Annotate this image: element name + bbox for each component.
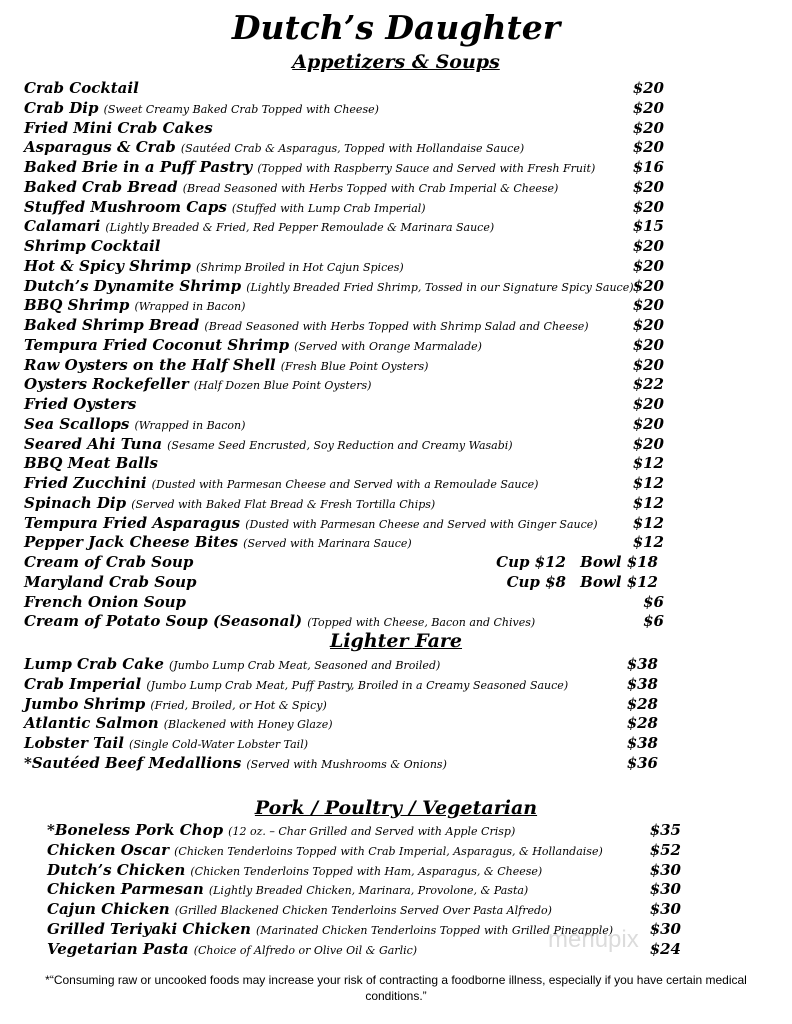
menu-item-description: (Sautéed Crab & Asparagus, Topped with Hollandaise Sauce)	[180, 142, 525, 155]
menu-item-description: (Served with Orange Marmalade)	[294, 340, 482, 353]
menu-item-name: French Onion Soup	[24, 593, 187, 611]
watermark: menupix	[548, 926, 639, 953]
menu-item-price: $30	[649, 880, 681, 898]
menu-item-price: $12	[632, 454, 664, 472]
menu-item-name: Fried Mini Crab Cakes	[24, 119, 213, 137]
menu-item-price: $20	[632, 198, 664, 216]
menu-item-description: (Lightly Breaded & Fried, Red Pepper Remoulade & Marinara Sauce)	[105, 221, 495, 234]
menu-item	[24, 78, 792, 98]
menu-item	[24, 335, 792, 355]
menu-item-price: $12	[632, 533, 664, 551]
menu-item-name: Grilled Teriyaki Chicken	[47, 920, 251, 938]
menu-item-price: $30	[649, 920, 681, 938]
menu-item	[47, 919, 792, 939]
menu-item-price: $6	[643, 593, 664, 611]
menu-item-name: Sea Scallops	[24, 415, 130, 433]
menu-item	[24, 532, 792, 552]
menu-item-name: Stuffed Mushroom Caps	[24, 198, 227, 216]
menu-item	[24, 177, 792, 197]
menu-item	[47, 820, 792, 840]
menu-item-name: Crab Dip	[24, 99, 99, 117]
menu-item-price: $38	[626, 655, 658, 673]
menu-item	[24, 611, 792, 631]
menu-item-price: $20	[632, 237, 664, 255]
menu-item-name: *Sautéed Beef Medallions	[24, 754, 242, 772]
menu-item-price: $20	[632, 435, 664, 453]
menu-item-name: Jumbo Shrimp	[24, 695, 146, 713]
menu-item-description: (Sesame Seed Encrusted, Soy Reduction and Creamy Wasabi)	[167, 439, 513, 452]
menu-item-price: $20	[632, 296, 664, 314]
menu-item-price: $20	[632, 336, 664, 354]
menu-item-name: Dutch’s Chicken	[47, 861, 186, 879]
menu-item-name: Cream of Potato Soup (Seasonal)	[24, 612, 303, 630]
menu-item-name: Lobster Tail	[24, 734, 124, 752]
menu-item	[24, 414, 792, 434]
menu-item-price: $38	[626, 734, 658, 752]
menu-item-name: Oysters Rockefeller	[24, 375, 189, 393]
menu-item	[24, 197, 792, 217]
menu-item-name: Fried Oysters	[24, 395, 137, 413]
menu-item-name: Lump Crab Cake	[24, 655, 164, 673]
menu-item-name: Baked Crab Bread	[24, 178, 178, 196]
menu-item-price: $35	[649, 821, 681, 839]
menu-item-description: (Marinated Chicken Tenderloins Topped with Grilled Pineapple)	[256, 924, 614, 937]
menu-item-bowl-price: Bowl $18	[580, 553, 658, 571]
menu-item-name: Seared Ahi Tuna	[24, 435, 163, 453]
menu-item-name: Baked Shrimp Bread	[24, 316, 200, 334]
menu-item-description: (Fresh Blue Point Oysters)	[280, 360, 429, 373]
menu-item-price: $30	[649, 900, 681, 918]
menu-item-name: Tempura Fried Asparagus	[24, 514, 241, 532]
menu-item-description: (Chicken Tenderloins Topped with Ham, Asparagus, & Cheese)	[190, 865, 543, 878]
menu-item-name: Calamari	[24, 217, 101, 235]
menu-item-price: $12	[632, 494, 664, 512]
menu-item-price: $20	[632, 277, 664, 295]
menu-item-description: (Sweet Creamy Baked Crab Topped with Cheese)	[103, 103, 379, 116]
menu-item-price: $36	[626, 754, 658, 772]
menu-item-price: $20	[632, 257, 664, 275]
menu-item	[24, 315, 792, 335]
menu-item	[24, 276, 792, 296]
menu-item-name: Vegetarian Pasta	[47, 940, 189, 958]
menu-item	[24, 674, 792, 694]
menu-item-description: (Half Dozen Blue Point Oysters)	[193, 379, 372, 392]
menu-item-description: (Dusted with Parmesan Cheese and Served with Ginger Sauce)	[245, 518, 598, 531]
menu-item-name: Hot & Spicy Shrimp	[24, 257, 191, 275]
menu-item-name: Dutch’s Dynamite Shrimp	[24, 277, 242, 295]
menu-item	[24, 493, 792, 513]
menu-item	[24, 295, 792, 315]
menu-item	[24, 137, 792, 157]
menu-item-description: (Wrapped in Bacon)	[134, 300, 246, 313]
menu-item-name: Cream of Crab Soup	[24, 553, 194, 571]
menu-item-name: *Boneless Pork Chop	[47, 821, 224, 839]
menu-item-description: (Grilled Blackened Chicken Tenderloins Served Over Pasta Alfredo)	[174, 904, 552, 917]
menu-item-description: (Fried, Broiled, or Hot & Spicy)	[150, 699, 327, 712]
section-heading-appetizers: Appetizers & Soups	[292, 51, 500, 73]
menu-item-name: Pepper Jack Cheese Bites	[24, 533, 239, 551]
menu-item	[24, 374, 792, 394]
section-heading-pork-poultry-vegetarian: Pork / Poultry / Vegetarian	[254, 797, 538, 819]
menu-item-name: Tempura Fried Coconut Shrimp	[24, 336, 290, 354]
menu-item-description: (Served with Mushrooms & Onions)	[246, 758, 447, 771]
menu-item	[24, 98, 792, 118]
menu-item-price: $28	[626, 695, 658, 713]
menu-item-name: Crab Cocktail	[24, 79, 139, 97]
menu-item-description: (Shrimp Broiled in Hot Cajun Spices)	[195, 261, 404, 274]
menu-item-price: $16	[632, 158, 664, 176]
menu-item-description: (Topped with Raspberry Sauce and Served with Fresh Fruit)	[257, 162, 596, 175]
menu-item	[24, 713, 792, 733]
menu-item-name: Atlantic Salmon	[24, 714, 159, 732]
menu-item-price: $22	[632, 375, 664, 393]
menu-item	[24, 753, 792, 773]
menu-item	[24, 654, 792, 674]
menu-item-bowl-price: Bowl $12	[580, 573, 658, 591]
menu-item	[24, 118, 792, 138]
menu-item	[24, 513, 792, 533]
menu-item-description: (12 oz. – Char Grilled and Served with Apple Crisp)	[228, 825, 516, 838]
menu-item	[24, 216, 792, 236]
menu-item-price: $28	[626, 714, 658, 732]
menu-item-name: Shrimp Cocktail	[24, 237, 161, 255]
menu-item	[24, 256, 792, 276]
menu-item	[24, 733, 792, 753]
menu-item-name: Spinach Dip	[24, 494, 127, 512]
menu-item-description: (Served with Marinara Sauce)	[243, 537, 412, 550]
menu-item-description: (Lightly Breaded Fried Shrimp, Tossed in our Signature Spicy Sauce)	[246, 281, 634, 294]
menu-item-description: (Topped with Cheese, Bacon and Chives)	[307, 616, 536, 629]
menu-item-name: Asparagus & Crab	[24, 138, 176, 156]
menu-item-description: (Single Cold-Water Lobster Tail)	[129, 738, 309, 751]
menu-item-name: Cajun Chicken	[47, 900, 170, 918]
menu-item-name: Fried Zucchini	[24, 474, 147, 492]
menu-item	[47, 879, 792, 899]
menu-item-name: Baked Brie in a Puff Pastry	[24, 158, 253, 176]
menu-item-cup-price: Cup $12	[496, 553, 566, 571]
menu-item	[24, 157, 792, 177]
menu-item	[24, 394, 792, 414]
menu-title: Dutch’s Daughter	[231, 8, 561, 47]
menu-item	[47, 840, 792, 860]
menu-item	[24, 434, 792, 454]
menu-item-price: $6	[643, 612, 664, 630]
menu-item-price: $20	[632, 119, 664, 137]
menu-item	[24, 592, 792, 612]
menu-item-description: (Jumbo Lump Crab Meat, Puff Pastry, Broiled in a Creamy Seasoned Sauce)	[146, 679, 569, 692]
menu-item-description: (Wrapped in Bacon)	[134, 419, 246, 432]
menu-item	[24, 236, 792, 256]
menu-item-price: $30	[649, 861, 681, 879]
section-heading-lighter-fare: Lighter Fare	[329, 630, 463, 652]
menu-item-price: $52	[649, 841, 681, 859]
menu-item-name: BBQ Shrimp	[24, 296, 130, 314]
menu-item	[24, 694, 792, 714]
menu-item-description: (Lightly Breaded Chicken, Marinara, Provolone, & Pasta)	[208, 884, 529, 897]
menu-item-price: $12	[632, 474, 664, 492]
menu-item-price: $20	[632, 395, 664, 413]
menu-item-name: Chicken Parmesan	[47, 880, 204, 898]
menu-item	[24, 572, 792, 592]
menu-item-name: BBQ Meat Balls	[24, 454, 158, 472]
menu-item	[24, 453, 792, 473]
menu-item-price: $12	[632, 514, 664, 532]
footer-disclaimer: *“Consuming raw or uncooked foods may increase your risk of contracting a foodborne illness, especially if you have certain medical conditions.”	[45, 973, 747, 1003]
menu-item-cup-price: Cup $8	[506, 573, 566, 591]
menu-item-price: $15	[632, 217, 664, 235]
menu-item-name: Maryland Crab Soup	[24, 573, 197, 591]
menu-item	[47, 860, 792, 880]
menu-item-description: (Stuffed with Lump Crab Imperial)	[231, 202, 426, 215]
menu-item-description: (Bread Seasoned with Herbs Topped with Shrimp Salad and Cheese)	[204, 320, 589, 333]
menu-item-price: $20	[632, 356, 664, 374]
menu-item-price: $20	[632, 178, 664, 196]
menu-item-name: Crab Imperial	[24, 675, 142, 693]
menu-item-price: $20	[632, 138, 664, 156]
menu-item-name: Raw Oysters on the Half Shell	[24, 356, 276, 374]
menu-item-description: (Blackened with Honey Glaze)	[163, 718, 333, 731]
menu-item-price: $20	[632, 79, 664, 97]
menu-item	[47, 939, 792, 959]
menu-item-name: Chicken Oscar	[47, 841, 170, 859]
menu-item-description: (Dusted with Parmesan Cheese and Served with a Remoulade Sauce)	[151, 478, 539, 491]
menu-item-price: $38	[626, 675, 658, 693]
menu-item-price: $24	[649, 940, 681, 958]
menu-item	[24, 355, 792, 375]
menu-item-price: $20	[632, 316, 664, 334]
menu-item-description: (Choice of Alfredo or Olive Oil & Garlic)	[193, 944, 418, 957]
menu-item-description: (Jumbo Lump Crab Meat, Seasoned and Broiled)	[169, 659, 441, 672]
menu-item-price: $20	[632, 99, 664, 117]
menu-item-description: (Served with Baked Flat Bread & Fresh Tortilla Chips)	[131, 498, 436, 511]
menu-item-price: $20	[632, 415, 664, 433]
menu-item-description: (Chicken Tenderloins Topped with Crab Imperial, Asparagus, & Hollandaise)	[174, 845, 603, 858]
menu-item	[24, 552, 792, 572]
menu-item	[47, 899, 792, 919]
menu-item	[24, 473, 792, 493]
menu-item-description: (Bread Seasoned with Herbs Topped with Crab Imperial & Cheese)	[182, 182, 559, 195]
